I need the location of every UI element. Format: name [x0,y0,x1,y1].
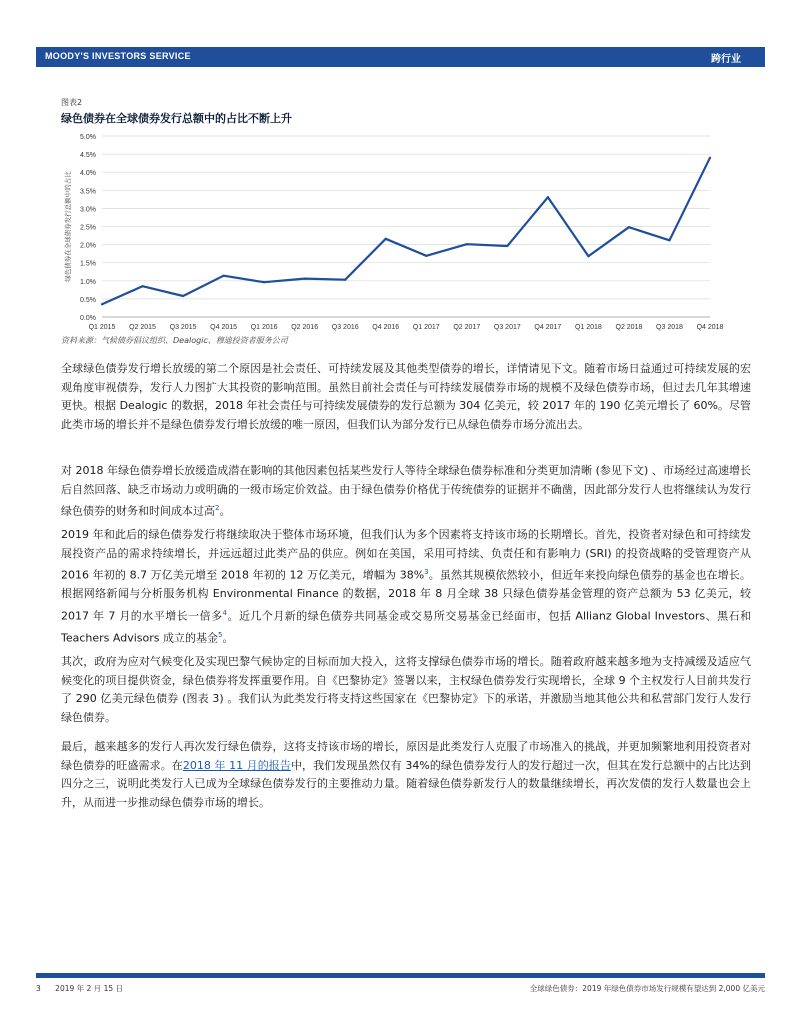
x-tick-label: Q1 2015 [88,324,116,331]
footnote-ref-3[interactable]: 3 [424,568,429,576]
report-link[interactable]: 2018 年 11 月的报告 [182,758,291,772]
paragraph-3-text-b: 。虽然其规模依然较小，但近年来投向绿色债券的基金也在增长。根据网络新闻与分析服务机构 Environmental Finance 的数据，2018 年 8 月全球 38 只绿色债券基金管理的资产总额为 53 亿美元，较 2017 年 7 月的水平增长一倍多 [61,568,751,623]
paragraph-1: 全球绿色债券发行增长放缓的第二个原因是社会责任、可持续发展及其他类型债券的增长，详情请见下文。随着市场日益通过可持续发展的宏观角度审视债券，发行人力图扩大其投资的影响范围。虽然目前社会责任与可持续发展债券市场的规模不及绿色债券市场，但过去几年其增速更快。根据 Dealogic 的数据，2018 年社会责任与可持续发展债券的发行总额为 304 亿美元，较 2017 年的 190 亿美元增长了 60%。尽管此类市场的增长并不是绿色债券发行增长放缓的唯一原因，但我们认为部分发行已从绿色债券市场分流出去。 [61,362,751,431]
series-line [102,158,710,305]
data-point [141,285,143,287]
paragraph-3 [61,526,751,648]
paragraph-2 [61,462,751,521]
paragraph-4: 其次，政府为应对气候变化及实现巴黎气候协定的目标而加大投入，这将支撑绿色债券市场的增长。随着政府越来越多地为支持减缓及适应气候变化的项目提供资金，绿色债券将发挥重要作用。自《巴黎协定》签署以来，主权绿色债券发行实现增长，全球 9 个主权发行人目前共发行了 290 亿美元绿色债券 (图表 3) 。我们认为此类发行将支持这些国家在《巴黎协定》下的承诺，并激励当地其他公共和私营部门发行人发行绿色债券。 [61,655,751,724]
y-tick-label: 3.0% [80,206,96,214]
data-point [628,226,630,228]
line-chart [50,126,740,336]
data-point [182,295,184,297]
footnote-ref-2[interactable]: 2 [215,504,220,512]
data-point [668,239,670,241]
data-point [587,255,589,257]
exhibit-number: 图表2 [61,98,83,107]
paragraph-3-text-c: 。近几个月新的绿色债券共同基金或交易所交易基金已经面市，包括 Allianz Global Investors、黑石和 Teachers Advisors 成立的基金 [61,609,752,645]
data-point [547,196,549,198]
y-axis-label: 绿色债券在全球债券发行总额中的占比 [65,171,72,282]
data-point [344,279,346,281]
paragraph-2-end: 。 [219,504,231,518]
chart-title: 绿色债券在全球债券发行总额中的占比不断上升 [61,112,292,125]
data-point [223,275,225,277]
x-tick-label: Q2 2017 [453,324,481,331]
paragraph-5-text-a: 最后，越来越多的发行人再次发行绿色债券，这将支持该市场的增长，原因是此类发行人克服了市场准入的挑战，并更加频繁地利用投资者对绿色债券的旺盛需求。在 [61,740,751,772]
data-point [466,243,468,245]
y-tick-label: 5.0% [80,134,96,141]
header-bar [36,47,765,67]
x-tick-label: Q3 2016 [331,324,359,331]
data-point [425,255,427,257]
paragraph-5-text-b: 中，我们发现虽然仅有 34%的绿色债券发行人的发行超过一次，但其在发行总额中的占比达到四分之三，说明此类发行人已成为全球绿色债券发行的主要推动力量。随着绿色债券新发行人的数量继续增长，再次发债的发行人数量也会上升，从而进一步推动绿色债券市场的增长。 [61,758,752,809]
section-label: 跨行业 [711,54,741,65]
y-tick-label: 4.5% [80,152,96,160]
x-tick-label: Q4 2016 [372,324,400,331]
paragraph-3-end: 。 [222,631,234,645]
y-tick-label: 0.5% [80,296,96,304]
chart-source: 资料来源：气候债券倡议组织、Dealogic、穆迪投资者服务公司 [61,336,288,345]
data-point [709,157,711,159]
publish-date: 2019 年 2 月 15 日 [55,984,123,993]
x-tick-label: Q2 2018 [615,324,643,331]
footnote-ref-4[interactable]: 4 [222,608,228,617]
x-tick-label: Q1 2018 [574,324,602,331]
page-number: 3 [36,984,41,993]
data-point [385,238,387,240]
y-tick-label: 1.5% [80,260,96,268]
x-tick-label: Q4 2018 [696,324,724,331]
paragraph-2-text: 对 2018 年绿色债券增长放缓造成潜在影响的其他因素包括某些发行人等待全球绿色债券标准和分类更加清晰 (参见下文) 、市场经过高速增长后自然回落、缺乏市场动力或明确的一级市场定价效益。由于绿色债券价格优于传统债券的证据并不确凿，因此部分发行人也将继续认为发行绿色债券的财务和时间成本过高 [61,464,751,518]
x-tick-label: Q3 2018 [656,324,683,331]
data-point [101,303,103,305]
x-tick-label: Q3 2015 [169,324,197,331]
y-tick-label: 2.0% [80,242,96,250]
footer-bar [36,973,765,978]
y-tick-label: 0.0% [80,315,96,322]
x-tick-label: Q2 2015 [129,324,156,331]
x-tick-label: Q4 2017 [534,324,562,331]
footer-doc-title: 全球绿色债券：2019 年绿色债券市场发行规模有望达到 2,000 亿美元 [529,984,765,993]
y-tick-label: 4.0% [80,170,96,178]
brand-name: MOODY'S INVESTORS SERVICE [45,51,191,61]
x-tick-label: Q3 2017 [493,324,521,331]
y-tick-label: 2.5% [80,224,96,232]
footnote-ref-5[interactable]: 5 [218,630,223,639]
paragraph-5 [61,738,751,812]
y-tick-label: 1.0% [80,278,96,286]
x-tick-label: Q1 2017 [412,324,440,331]
data-point [506,245,508,247]
y-tick-label: 3.5% [80,188,96,196]
footer-left [36,983,135,994]
x-tick-label: Q2 2016 [291,324,319,331]
data-point [263,281,265,283]
paragraph-3-text-a: 2019 年和此后的绿色债券发行将继续取决于整体市场环境，但我们认为多个因素将支持该市场的长期增长。首先，投资者对绿色和可持续发展投资产品的需求持续增长，并远远超过此类产品的供应。例如在美国，采用可持续、负责任和有影响力 (SRI) 的投资战略的受管理资产从 2016 年初的 8.7 万亿美元增至 2018 年初的 12 万亿美元，增幅为 38% [61,528,751,582]
data-point [304,278,306,280]
x-tick-label: Q1 2016 [250,324,278,331]
x-tick-label: Q4 2015 [210,324,238,331]
